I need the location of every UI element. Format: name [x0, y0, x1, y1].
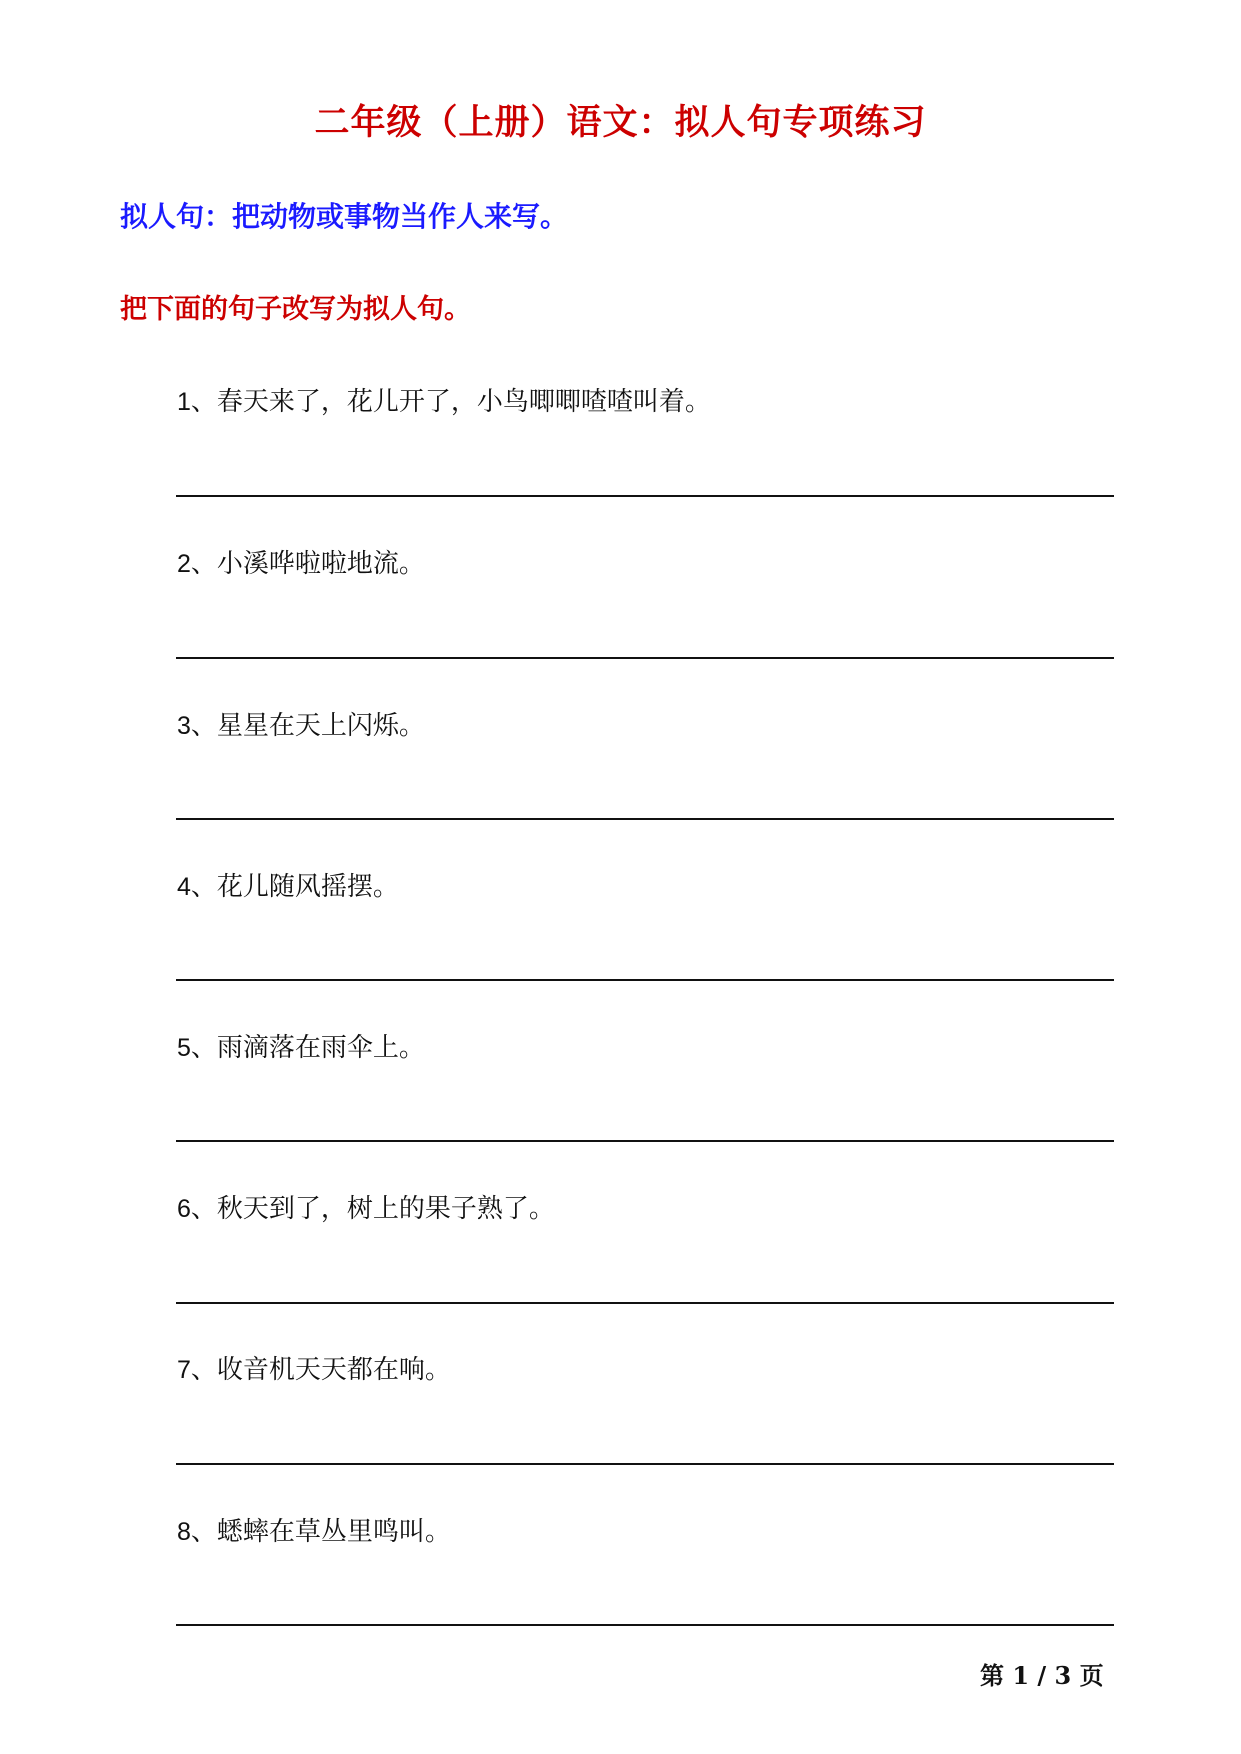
answer-line-2[interactable] — [176, 657, 1114, 659]
definition-text: 拟人句：把动物或事物当作人来写。 — [120, 200, 569, 233]
question-text: 、星星在天上闪烁。 — [190, 711, 425, 741]
question-number: 4 — [177, 873, 191, 901]
answer-line-3[interactable] — [176, 818, 1114, 820]
question-7 — [177, 1350, 451, 1390]
question-number: 7 — [177, 1356, 191, 1384]
question-number: 5 — [177, 1034, 191, 1062]
question-text: 、雨滴落在雨伞上。 — [190, 1033, 425, 1063]
question-number: 6 — [177, 1195, 191, 1223]
answer-line-7[interactable] — [176, 1463, 1114, 1465]
instruction-text: 把下面的句子改写为拟人句。 — [120, 294, 471, 325]
question-text: 、花儿随风摇摆。 — [190, 872, 399, 902]
answer-line-5[interactable] — [176, 1140, 1114, 1142]
question-text: 、秋天到了，树上的果子熟了。 — [190, 1194, 555, 1224]
question-6 — [177, 1189, 555, 1229]
question-number: 1 — [177, 388, 191, 416]
question-text: 、蟋蟀在草丛里鸣叫。 — [190, 1517, 451, 1547]
question-8 — [177, 1512, 451, 1552]
answer-line-4[interactable] — [176, 979, 1114, 981]
answer-line-8[interactable] — [176, 1624, 1114, 1626]
question-text: 、春天来了，花儿开了，小鸟唧唧喳喳叫着。 — [190, 387, 711, 417]
question-number: 2 — [177, 550, 191, 578]
question-1 — [177, 382, 711, 422]
question-text: 、小溪哗啦啦地流。 — [190, 549, 425, 579]
page-footer: 第 1 / 3 页 — [980, 1661, 1104, 1690]
answer-line-6[interactable] — [176, 1302, 1114, 1304]
question-3 — [177, 706, 425, 746]
question-5 — [177, 1028, 425, 1068]
question-2 — [177, 544, 425, 584]
question-4 — [177, 867, 399, 907]
question-text: 、收音机天天都在响。 — [190, 1355, 451, 1385]
answer-line-1[interactable] — [176, 495, 1114, 497]
page-title: 二年级（上册）语文：拟人句专项练习 — [314, 102, 927, 143]
question-number: 3 — [177, 712, 191, 740]
question-number: 8 — [177, 1518, 191, 1546]
